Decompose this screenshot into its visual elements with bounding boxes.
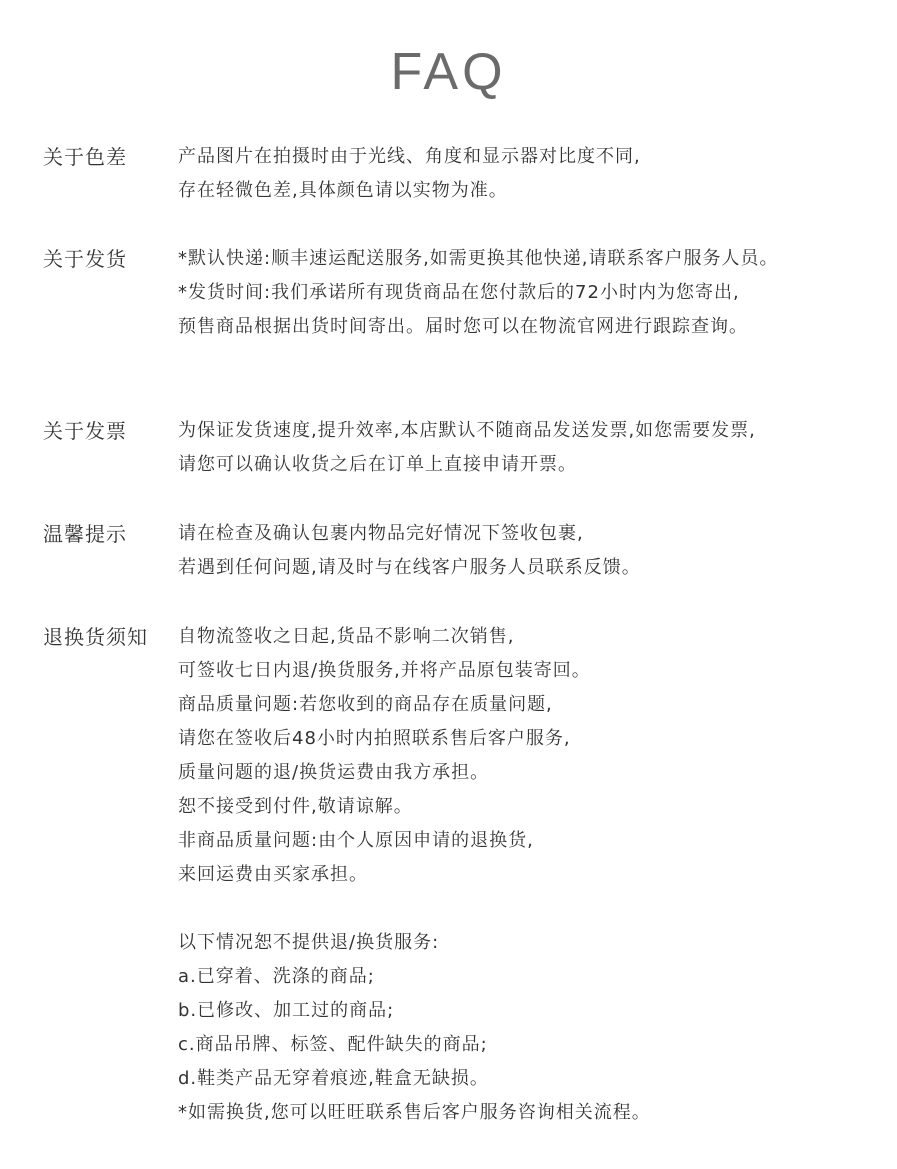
- body-line: a.已穿着、洗涤的商品;: [178, 966, 375, 987]
- section-label: 关于发票: [43, 419, 127, 443]
- body-line: *发货时间:我们承诺所有现货商品在您付款后的72小时内为您寄出,: [178, 282, 740, 303]
- body-line: 可签收七日内退/换货服务,并将产品原包装寄回。: [178, 660, 591, 681]
- body-line: b.已修改、加工过的商品;: [178, 1000, 395, 1021]
- body-line: *如需换货,您可以旺旺联系售后客户服务咨询相关流程。: [178, 1102, 651, 1123]
- section-body: [178, 414, 888, 482]
- section-body: [178, 620, 888, 1130]
- body-line: 预售商品根据出货时间寄出。届时您可以在物流官网进行跟踪查询。: [178, 316, 748, 337]
- section-label: 关于发货: [43, 247, 127, 271]
- body-line: 请您在签收后48小时内拍照联系售后客户服务,: [178, 728, 571, 749]
- body-line: 来回运费由买家承担。: [178, 864, 368, 885]
- section-label: 关于色差: [43, 145, 127, 169]
- page-title: FAQ: [390, 43, 507, 101]
- body-line: 为保证发货速度,提升效率,本店默认不随商品发送发票,如您需要发票,: [178, 420, 756, 441]
- body-line: 商品质量问题:若您收到的商品存在质量问题,: [178, 694, 553, 715]
- section-body: [178, 242, 888, 344]
- body-line: c.商品吊牌、标签、配件缺失的商品;: [178, 1034, 488, 1055]
- body-line: 自物流签收之日起,货品不影响二次销售,: [178, 626, 515, 647]
- body-line: d.鞋类产品无穿着痕迹,鞋盒无缺损。: [178, 1068, 489, 1089]
- body-line: 非商品质量问题:由个人原因申请的退换货,: [178, 830, 534, 851]
- body-line: 请您可以确认收货之后在订单上直接申请开票。: [178, 454, 577, 475]
- body-line: 请在检查及确认包裹内物品完好情况下签收包裹,: [178, 523, 584, 544]
- section-body: [178, 517, 888, 585]
- body-line: 存在轻微色差,具体颜色请以实物为准。: [178, 180, 508, 201]
- body-line: 以下情况恕不提供退/换货服务:: [178, 932, 440, 953]
- body-line: 若遇到任何问题,请及时与在线客户服务人员联系反馈。: [178, 557, 641, 578]
- section-label: 温馨提示: [43, 522, 127, 546]
- body-line: 产品图片在拍摄时由于光线、角度和显示器对比度不同,: [178, 146, 641, 167]
- section-body: [178, 140, 888, 208]
- body-line: 质量问题的退/换货运费由我方承担。: [178, 762, 490, 783]
- paragraph-gap: [178, 892, 888, 926]
- body-line: 恕不接受到付件,敬请谅解。: [178, 796, 413, 817]
- body-line: *默认快递:顺丰速运配送服务,如需更换其他快递,请联系客户服务人员。: [178, 248, 779, 269]
- section-label: 退换货须知: [43, 625, 148, 649]
